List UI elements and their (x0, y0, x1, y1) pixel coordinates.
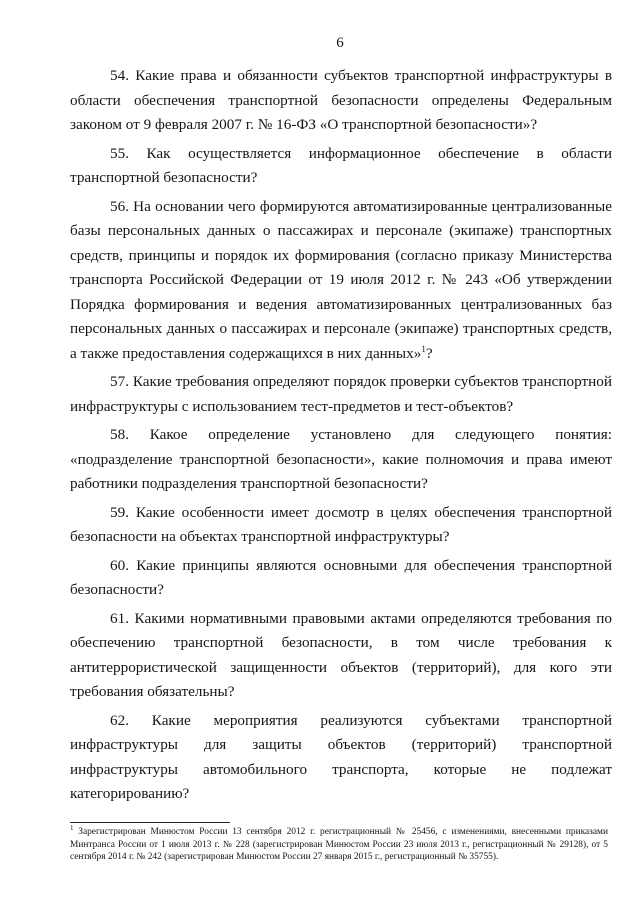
question-tail: ? (425, 344, 433, 362)
question-59 (70, 501, 612, 550)
footnote (70, 823, 608, 864)
question-text: 62. Какие мероприятия реализуются субъектами транспортной инфраструктуры для защиты объектов (территорий) транспортной инфраструктуры автомобильного транспорта, которые не подлежат категорированию? (70, 711, 612, 802)
question-54 (70, 64, 612, 138)
question-list (70, 64, 612, 811)
footnote-marker: 1 (70, 823, 74, 832)
question-61 (70, 607, 612, 705)
footnote-text: Зарегистрирован Минюстом России 13 сентября 2012 г. регистрационный № 25456, с изменениями, внесенными приказами Минтранса России от 1 июля 2013 г. № 228 (зарегистрирован Минюстом России 23 июля 2013 г., регистрационный № 29128), от 5 сентября 2014 г. № 242 (зарегистрирован Минюстом России 27 января 2015 г., регистрационный № 35755). (70, 827, 608, 863)
question-text: 55. Как осуществляется информационное обеспечение в области транспортной безопасности? (70, 144, 612, 186)
footnote-reference[interactable]: 1 (421, 343, 426, 354)
question-57 (70, 370, 612, 419)
question-text: 54. Какие права и обязанности субъектов транспортной инфраструктуры в области обеспечения транспортной безопасности определены Федеральным законом от 9 февраля 2007 г. № 16-ФЗ «О транспортной безопасности»? (70, 67, 612, 133)
question-55 (70, 142, 612, 191)
question-text: 59. Какие особенности имеет досмотр в целях обеспечения транспортной безопасности на объектах транспортной инфраструктуры? (70, 503, 612, 545)
question-text: 56. На основании чего формируются автоматизированные централизованные базы персональных данных о пассажирах и персонале (экипаже) транспортных средств, принципы и порядок их формирования (согласно приказу Министерства транспорта Российской Федерации от 19 июля 2012 г. № 243 «Об утверждении Порядка формирования и ведения автоматизированных централизованных баз персональных данных о пассажирах и персонале (экипаже) транспортных средств, а также предоставления содержащихся в них данных» (70, 197, 612, 362)
question-58 (70, 423, 612, 497)
page-number: 6 (336, 35, 344, 51)
question-text: 61. Какими нормативными правовыми актами определяются требования по обеспечению транспортной безопасности, в том числе требования к антитеррористической защищенности объектов (территорий), для кого эти требования обязательны? (70, 609, 612, 700)
question-text: 60. Какие принципы являются основными для обеспечения транспортной безопасности? (70, 556, 612, 598)
question-60 (70, 554, 612, 603)
footnote-divider (70, 822, 230, 823)
question-text: 58. Какое определение установлено для следующего понятия: «подразделение транспортной безопасности», какие полномочия и права имеют работники подразделения транспортной безопасности? (70, 426, 612, 492)
question-62 (70, 709, 612, 807)
question-text: 57. Какие требования определяют порядок проверки субъектов транспортной инфраструктуры с использованием тест-предметов и тест-объектов? (70, 373, 612, 415)
question-56 (70, 195, 612, 367)
